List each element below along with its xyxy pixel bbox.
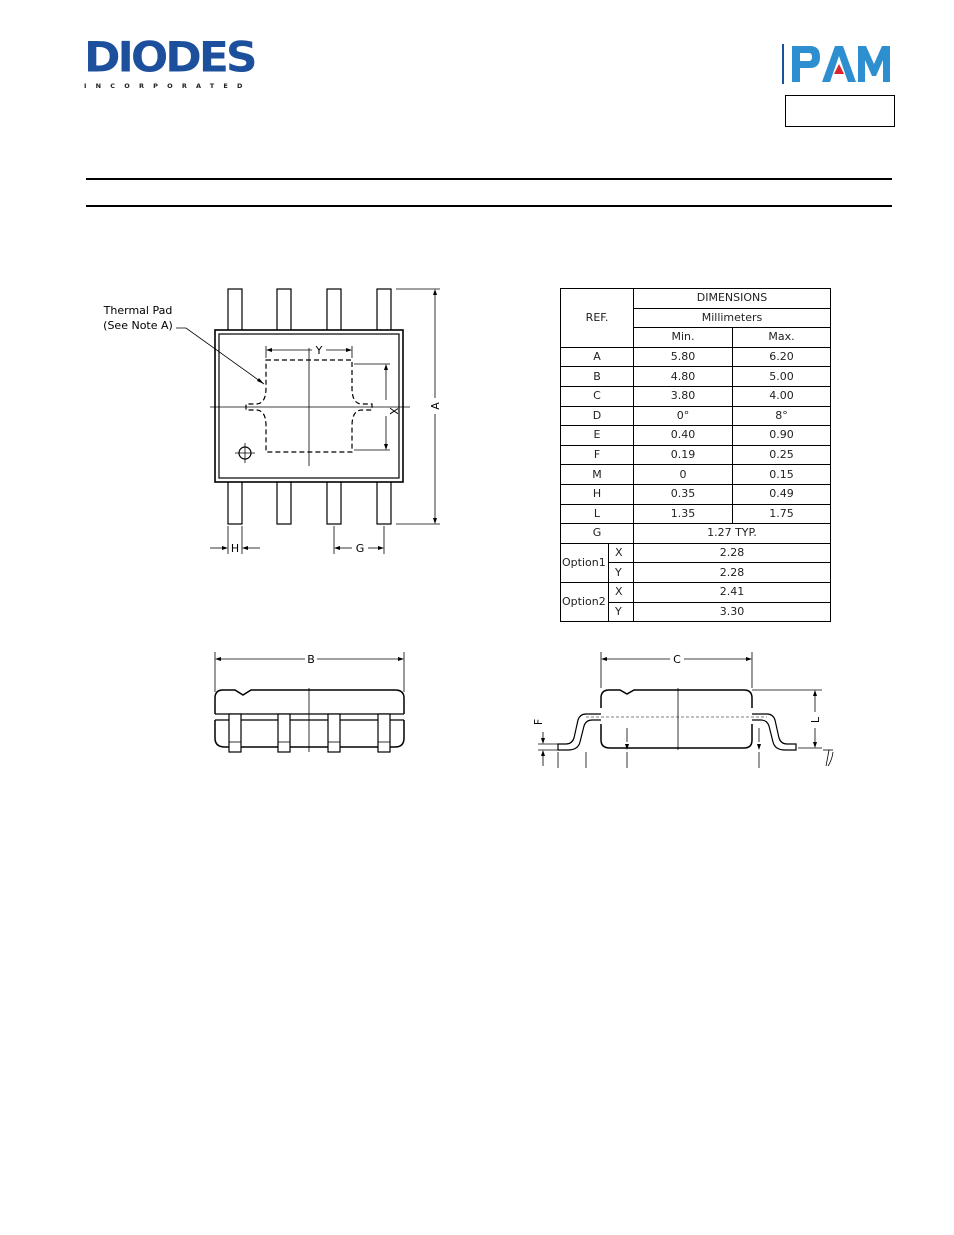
pam-logo-mark	[780, 40, 896, 92]
table-row-ref: B	[561, 367, 634, 387]
units-header: Millimeters	[634, 308, 831, 328]
dim-y-label: Y	[315, 344, 323, 357]
top-view-drawing	[90, 280, 450, 560]
top-lead-1	[228, 289, 242, 333]
table-row-min: 0.40	[634, 426, 733, 446]
table-row-ref: E	[561, 426, 634, 446]
side-body-top	[215, 690, 404, 714]
option2-x-label: X	[609, 582, 634, 602]
table-row-max: 0.15	[733, 465, 831, 485]
dim-a-label: A	[429, 402, 442, 410]
table-row-ref: L	[561, 504, 634, 524]
option2-x-value: 2.41	[634, 582, 831, 602]
part-number-box	[785, 95, 895, 127]
dim-b-label: B	[307, 653, 315, 666]
dimensions-table	[560, 288, 831, 622]
table-row-max: 5.00	[733, 367, 831, 387]
ref-header: REF.	[561, 289, 634, 348]
dim-g-label: G	[355, 542, 365, 555]
thermal-pad-label-line1: Thermal Pad	[103, 304, 173, 317]
option2-y-label: Y	[609, 602, 634, 622]
side-lead-1	[229, 714, 241, 752]
dimensions-header: DIMENSIONS	[634, 289, 831, 309]
bottom-lead-4	[377, 480, 391, 524]
table-row-ref: F	[561, 445, 634, 465]
table-row-min: 3.80	[634, 386, 733, 406]
table-row-min: 1.35	[634, 504, 733, 524]
bottom-lead-3	[327, 480, 341, 524]
end-view-drawing	[530, 648, 845, 772]
table-row-min: 0.35	[634, 484, 733, 504]
diodes-logo-word: DIODES	[84, 33, 255, 82]
bottom-lead-1	[228, 480, 242, 524]
max-header: Max.	[733, 328, 831, 348]
pam-logo	[780, 40, 896, 92]
diodes-logo	[84, 33, 274, 90]
table-row-max: 8°	[733, 406, 831, 426]
header-rule-bottom	[86, 205, 892, 207]
dim-x-label: X	[387, 407, 400, 415]
side-lead-3	[328, 714, 340, 752]
table-row-min: 0°	[634, 406, 733, 426]
option1-x-label: X	[609, 543, 634, 563]
table-row-ref: A	[561, 347, 634, 367]
thermal-pad-label-line2: (See Note A)	[103, 319, 173, 332]
table-row-max: 0.49	[733, 484, 831, 504]
dim-l-label: L	[809, 716, 822, 724]
end-body-bottom	[601, 724, 752, 748]
top-lead-2	[277, 289, 291, 333]
top-lead-4	[377, 289, 391, 333]
option1-y-value: 2.28	[634, 563, 831, 583]
side-lead-4	[378, 714, 390, 752]
g-value: 1.27 TYP.	[634, 524, 831, 544]
min-header: Min.	[634, 328, 733, 348]
table-row-min: 5.80	[634, 347, 733, 367]
table-row-ref: D	[561, 406, 634, 426]
table-row-max: 0.25	[733, 445, 831, 465]
table-row-ref: C	[561, 386, 634, 406]
header-rule-top	[86, 178, 892, 180]
option1-x-value: 2.28	[634, 543, 831, 563]
dim-f-label: F	[532, 718, 545, 726]
side-body-bottom	[215, 720, 404, 747]
g-ref: G	[561, 524, 634, 544]
bottom-lead-2	[277, 480, 291, 524]
table-row-max: 0.90	[733, 426, 831, 446]
side-view-drawing	[205, 648, 415, 758]
table-row-max: 6.20	[733, 347, 831, 367]
table-row-min: 4.80	[634, 367, 733, 387]
option1-label: Option1	[561, 543, 609, 582]
table-row-min: 0	[634, 465, 733, 485]
table-row-ref: H	[561, 484, 634, 504]
dim-c-label: C	[673, 653, 681, 666]
diodes-logo-subtitle: INCORPORATED	[84, 82, 252, 90]
top-lead-3	[327, 289, 341, 333]
table-row-max: 4.00	[733, 386, 831, 406]
dim-h-label: H	[230, 542, 240, 555]
left-lead	[558, 714, 601, 750]
option2-y-value: 3.30	[634, 602, 831, 622]
end-body-top	[601, 690, 752, 708]
option1-y-label: Y	[609, 563, 634, 583]
option2-label: Option2	[561, 582, 609, 621]
table-row-max: 1.75	[733, 504, 831, 524]
table-row-min: 0.19	[634, 445, 733, 465]
side-lead-2	[278, 714, 290, 752]
table-row-ref: M	[561, 465, 634, 485]
